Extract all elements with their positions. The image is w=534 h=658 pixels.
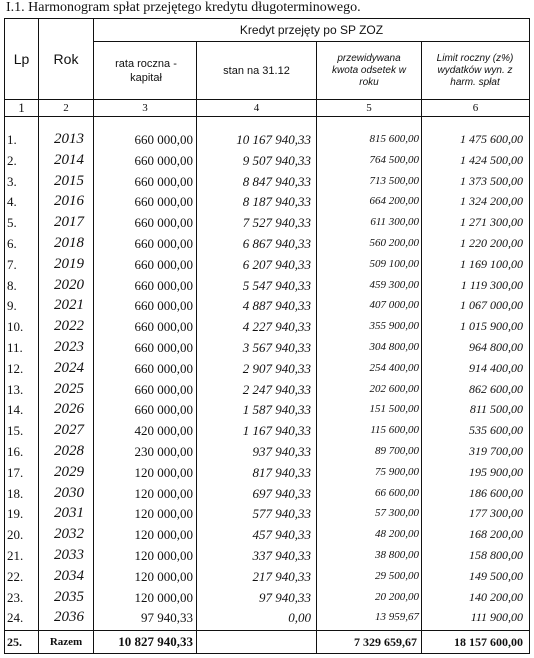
row-rok: 2015 — [54, 172, 84, 189]
row-limit: 1 324 200,00 — [460, 194, 523, 209]
row-stan: 0,00 — [288, 610, 311, 626]
header-lp: Lp — [13, 51, 30, 67]
row-rata: 660 000,00 — [134, 381, 193, 397]
row-rok: 2016 — [54, 193, 84, 210]
row-limit: 186 600,00 — [469, 485, 523, 500]
row-odsetki: 89 700,00 — [375, 445, 419, 457]
row-limit: 1 169 100,00 — [460, 256, 523, 271]
row-rok: 2021 — [54, 297, 84, 314]
table-row — [5, 191, 529, 212]
row-rata: 660 000,00 — [134, 360, 193, 376]
row-limit: 111 900,00 — [470, 610, 523, 625]
table-row — [5, 566, 529, 587]
col-number: 6 — [472, 102, 479, 114]
row-stan: 7 527 940,33 — [242, 215, 311, 231]
row-odsetki: 459 300,00 — [369, 278, 419, 291]
row-rok: 2032 — [54, 526, 84, 543]
row-rok: 2018 — [54, 235, 84, 251]
row-odsetki: 254 400,00 — [369, 361, 419, 374]
table-row — [5, 254, 529, 275]
table-row — [5, 233, 529, 254]
row-limit: 1 067 000,00 — [460, 298, 523, 313]
row-stan: 337 940,33 — [252, 548, 311, 563]
row-odsetki: 202 600,00 — [369, 382, 419, 395]
row-stan: 217 940,33 — [252, 568, 311, 584]
table-row — [5, 171, 529, 192]
row-rok: 2025 — [54, 380, 84, 397]
header-rata: rata roczna - kapitał — [115, 57, 177, 84]
table-row — [5, 275, 529, 296]
row-odsetki: 38 800,00 — [375, 549, 419, 561]
table-row — [5, 316, 529, 337]
col-number: 2 — [63, 102, 69, 114]
row-rok: 2028 — [54, 443, 84, 459]
row-rata: 660 000,00 — [134, 340, 193, 355]
table-row — [5, 503, 529, 524]
row-odsetki: 66 600,00 — [375, 486, 419, 499]
row-stan: 4 887 940,33 — [242, 298, 311, 314]
row-lp: 8. — [7, 277, 17, 293]
row-lp: 21. — [7, 548, 24, 563]
row-rok: 2019 — [54, 255, 84, 272]
row-stan: 5 547 940,33 — [242, 277, 311, 293]
row-limit: 964 800,00 — [469, 340, 523, 354]
row-lp: 6. — [7, 236, 17, 251]
row-rok: 2036 — [54, 609, 84, 626]
col-number: 5 — [366, 102, 372, 114]
row-divider — [5, 116, 529, 117]
row-odsetki: 304 800,00 — [369, 341, 419, 353]
total-limit: 18 157 600,00 — [454, 635, 523, 649]
header-group: Kredyt przejęty po SP ZOZ — [239, 23, 384, 37]
row-rata: 660 000,00 — [134, 173, 193, 189]
row-odsetki: 75 900,00 — [375, 465, 419, 478]
table-row — [5, 150, 529, 171]
row-rata: 120 000,00 — [134, 485, 193, 501]
row-odsetki: 713 500,00 — [369, 174, 419, 187]
row-stan: 2 907 940,33 — [242, 360, 311, 376]
table-row — [5, 420, 529, 441]
row-lp: 4. — [7, 194, 17, 210]
row-lp: 11. — [7, 340, 23, 355]
row-rok: 2022 — [54, 318, 84, 335]
row-lp: 7. — [7, 256, 17, 272]
row-limit: 158 800,00 — [469, 548, 523, 562]
row-limit: 149 500,00 — [469, 568, 523, 583]
row-rata: 660 000,00 — [134, 277, 193, 293]
row-lp: 12. — [7, 360, 24, 376]
table-row — [5, 483, 529, 504]
row-rok: 2020 — [54, 276, 84, 293]
row-odsetki: 115 600,00 — [370, 424, 419, 437]
col-number: 4 — [253, 102, 260, 114]
row-lp: 18. — [7, 485, 24, 501]
row-lp: 2. — [7, 152, 17, 168]
row-stan: 577 940,33 — [252, 506, 311, 522]
row-lp: 5. — [7, 215, 17, 231]
row-stan: 10 167 940,33 — [236, 132, 311, 147]
row-limit: 195 900,00 — [469, 464, 523, 479]
total-label: Razem — [49, 636, 83, 648]
row-rata: 97 940,33 — [141, 610, 193, 626]
table-row — [5, 129, 529, 150]
row-stan: 457 940,33 — [252, 527, 311, 543]
row-odsetki: 20 200,00 — [375, 590, 419, 603]
row-rata: 120 000,00 — [134, 589, 193, 605]
row-stan: 3 567 940,33 — [242, 340, 311, 355]
row-odsetki: 151 500,00 — [369, 403, 419, 416]
table-row — [5, 524, 529, 545]
row-odsetki: 57 300,00 — [375, 507, 419, 520]
row-rata: 660 000,00 — [134, 236, 193, 251]
row-odsetki: 764 500,00 — [369, 153, 419, 166]
col-number: 3 — [142, 102, 148, 114]
row-lp: 16. — [7, 444, 24, 459]
row-lp: 23. — [7, 589, 24, 605]
row-odsetki: 815 600,00 — [369, 133, 419, 145]
table-row — [5, 545, 529, 566]
row-rata: 660 000,00 — [134, 132, 193, 147]
row-rata: 120 000,00 — [134, 506, 193, 522]
row-lp: 15. — [7, 423, 24, 439]
header-rok: Rok — [53, 51, 79, 67]
row-limit: 319 700,00 — [469, 444, 523, 458]
row-stan: 6 207 940,33 — [242, 256, 311, 272]
row-stan: 1 587 940,33 — [242, 402, 311, 418]
row-limit: 1 424 500,00 — [460, 152, 523, 167]
row-stan: 9 507 940,33 — [242, 152, 311, 168]
row-rata: 660 000,00 — [134, 215, 193, 231]
row-rok: 2014 — [54, 151, 84, 168]
header-limit: Limit roczny (z%) wydatków wyn. z harm. spłat — [436, 52, 514, 88]
row-stan: 1 167 940,33 — [242, 423, 311, 439]
row-stan: 2 247 940,33 — [242, 381, 311, 397]
row-limit: 1 271 300,00 — [460, 215, 523, 230]
row-rata: 660 000,00 — [134, 256, 193, 272]
row-rok: 2029 — [54, 463, 84, 480]
row-rok: 2030 — [54, 484, 84, 501]
row-limit: 140 200,00 — [469, 589, 523, 604]
row-rata: 420 000,00 — [134, 423, 193, 439]
table-row — [5, 587, 529, 608]
row-lp: 17. — [7, 464, 24, 480]
header-stan: stan na 31.12 — [223, 64, 290, 77]
row-rok: 2013 — [54, 131, 84, 147]
row-limit: 1 119 300,00 — [460, 277, 523, 292]
row-limit: 1 373 500,00 — [460, 173, 523, 188]
row-rata: 120 000,00 — [134, 464, 193, 480]
repayment-table — [4, 18, 530, 654]
row-stan: 97 940,33 — [259, 589, 311, 605]
row-limit: 914 400,00 — [469, 360, 523, 375]
row-lp: 22. — [7, 568, 24, 584]
row-lp: 24. — [7, 610, 24, 626]
row-stan: 937 940,33 — [252, 444, 311, 459]
row-odsetki: 407 000,00 — [369, 299, 419, 312]
row-lp: 3. — [7, 173, 17, 189]
total-odsetki: 7 329 659,67 — [354, 635, 417, 649]
row-rata: 120 000,00 — [134, 548, 193, 563]
row-stan: 817 940,33 — [252, 464, 311, 480]
total-lp: 25. — [7, 635, 22, 649]
row-rok: 2033 — [54, 547, 84, 563]
row-odsetki: 355 900,00 — [369, 320, 419, 333]
table-row — [5, 379, 529, 400]
row-lp: 1. — [7, 132, 17, 147]
row-lp: 14. — [7, 402, 24, 418]
row-stan: 6 867 940,33 — [242, 236, 311, 251]
row-odsetki: 560 200,00 — [369, 237, 419, 249]
row-limit: 1 015 900,00 — [460, 319, 523, 334]
row-rok: 2023 — [54, 339, 84, 355]
table-row — [5, 607, 529, 628]
row-rata: 120 000,00 — [134, 568, 193, 584]
row-rata: 660 000,00 — [134, 298, 193, 314]
row-limit: 168 200,00 — [469, 527, 523, 542]
col-number: 1 — [18, 100, 25, 115]
row-rata: 120 000,00 — [134, 527, 193, 543]
row-odsetki: 13 959,67 — [375, 611, 419, 624]
table-row — [5, 358, 529, 379]
row-limit: 177 300,00 — [469, 506, 523, 521]
row-lp: 9. — [7, 298, 17, 314]
row-rata: 660 000,00 — [134, 319, 193, 335]
table-row — [5, 337, 529, 358]
row-limit: 1 220 200,00 — [460, 236, 523, 250]
table-row — [5, 212, 529, 233]
table-row — [5, 441, 529, 462]
header-odsetki: przewidywana kwota odsetek w roku — [332, 52, 406, 88]
row-odsetki: 48 200,00 — [375, 528, 419, 541]
row-rok: 2017 — [54, 214, 84, 231]
row-rok: 2027 — [54, 422, 84, 439]
row-stan: 8 847 940,33 — [242, 173, 311, 189]
row-odsetki: 611 300,00 — [370, 216, 419, 229]
row-limit: 811 500,00 — [469, 402, 523, 417]
row-lp: 19. — [7, 506, 24, 522]
row-lp: 10. — [7, 319, 24, 335]
row-limit: 862 600,00 — [469, 381, 523, 396]
row-rata: 660 000,00 — [134, 152, 193, 168]
table-row — [5, 399, 529, 420]
row-stan: 8 187 940,33 — [242, 194, 311, 210]
table-row — [5, 462, 529, 483]
row-rata: 660 000,00 — [134, 194, 193, 210]
row-lp: 20. — [7, 527, 24, 543]
row-rok: 2024 — [54, 359, 84, 376]
total-rata: 10 827 940,33 — [118, 634, 193, 649]
table-row — [5, 295, 529, 316]
total-row — [5, 631, 529, 653]
row-rata: 660 000,00 — [134, 402, 193, 418]
row-rok: 2031 — [54, 505, 84, 522]
row-odsetki: 509 100,00 — [369, 257, 419, 270]
row-rok: 2034 — [54, 567, 84, 584]
row-rata: 230 000,00 — [134, 444, 193, 459]
row-rok: 2026 — [54, 401, 84, 418]
row-limit: 1 475 600,00 — [460, 132, 523, 146]
row-rok: 2035 — [54, 588, 84, 605]
row-stan: 4 227 940,33 — [242, 319, 311, 335]
page-title: I.1. Harmonogram spłat przejętego kredytu długoterminowego. — [6, 0, 361, 15]
row-lp: 13. — [7, 381, 24, 397]
row-limit: 535 600,00 — [469, 423, 523, 438]
row-odsetki: 29 500,00 — [375, 569, 419, 582]
row-odsetki: 664 200,00 — [369, 195, 419, 208]
row-stan: 697 940,33 — [252, 485, 311, 501]
